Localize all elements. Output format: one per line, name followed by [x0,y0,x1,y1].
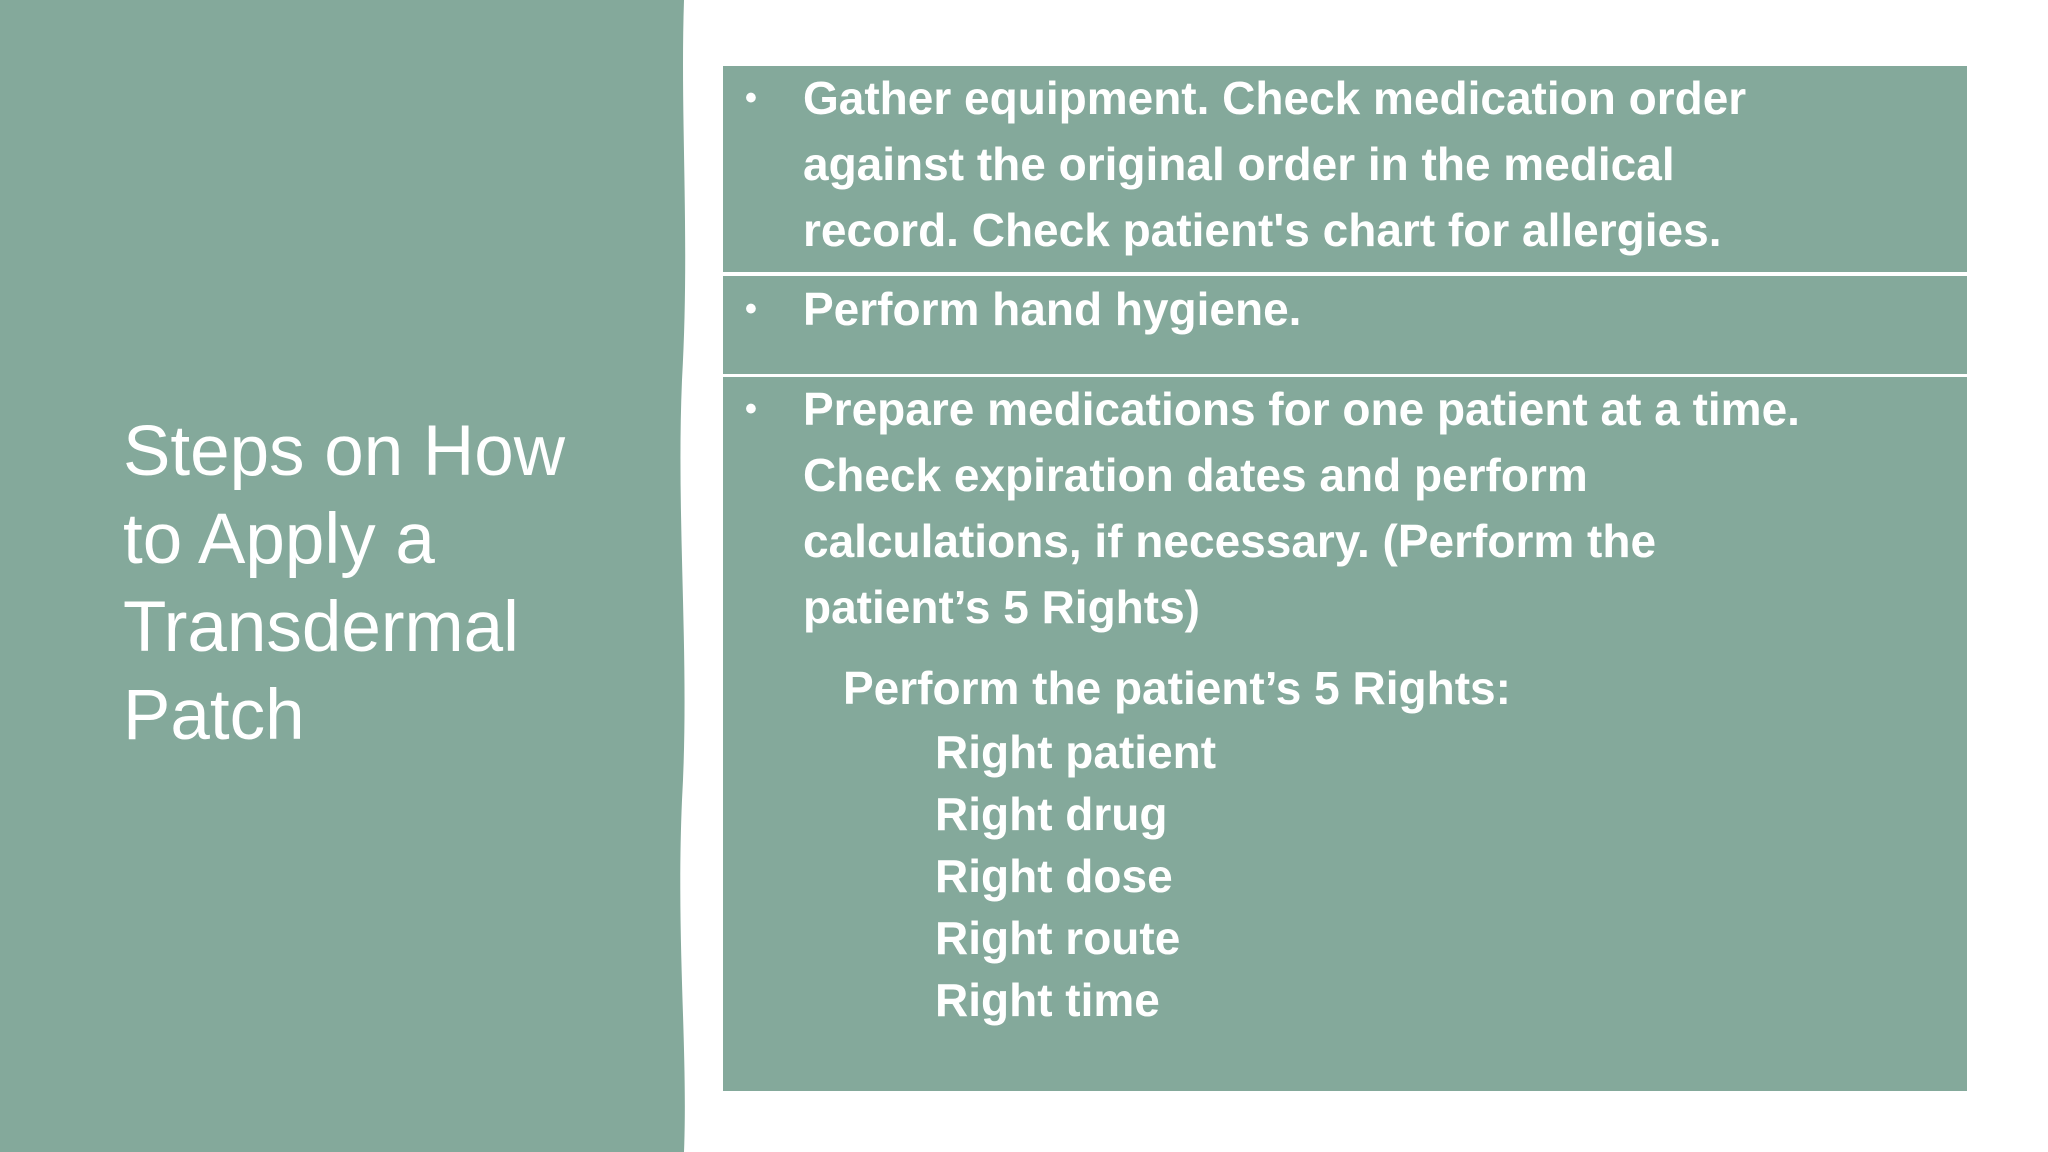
slide-title: Steps on How to Apply a Transdermal Patch [123,412,566,755]
right-item: Right drug [935,788,1168,840]
bullet-dot-icon: • [745,390,757,428]
right-item: Right time [935,974,1160,1026]
step-text: Prepare medications for one patient at a time. Check expiration dates and perform calculations, if necessary. (Perform the patient’s 5 Rights) [803,383,1800,633]
right-item: Right patient [935,726,1217,778]
step-text: Gather equipment. Check medication order against the original order in the medical record. Check patient's chart for allergies. [803,72,1747,256]
bullet-dot-icon: • [745,290,757,328]
right-item: Right dose [935,850,1173,902]
five-rights-heading: Perform the patient’s 5 Rights: [843,662,1511,714]
right-item: Right route [935,912,1181,964]
five-rights-block [843,655,1943,1031]
bullet-dot-icon: • [745,79,757,117]
five-rights-list [843,721,1943,1031]
step-text: Perform hand hygiene. [803,283,1302,335]
title-panel [0,0,700,1152]
